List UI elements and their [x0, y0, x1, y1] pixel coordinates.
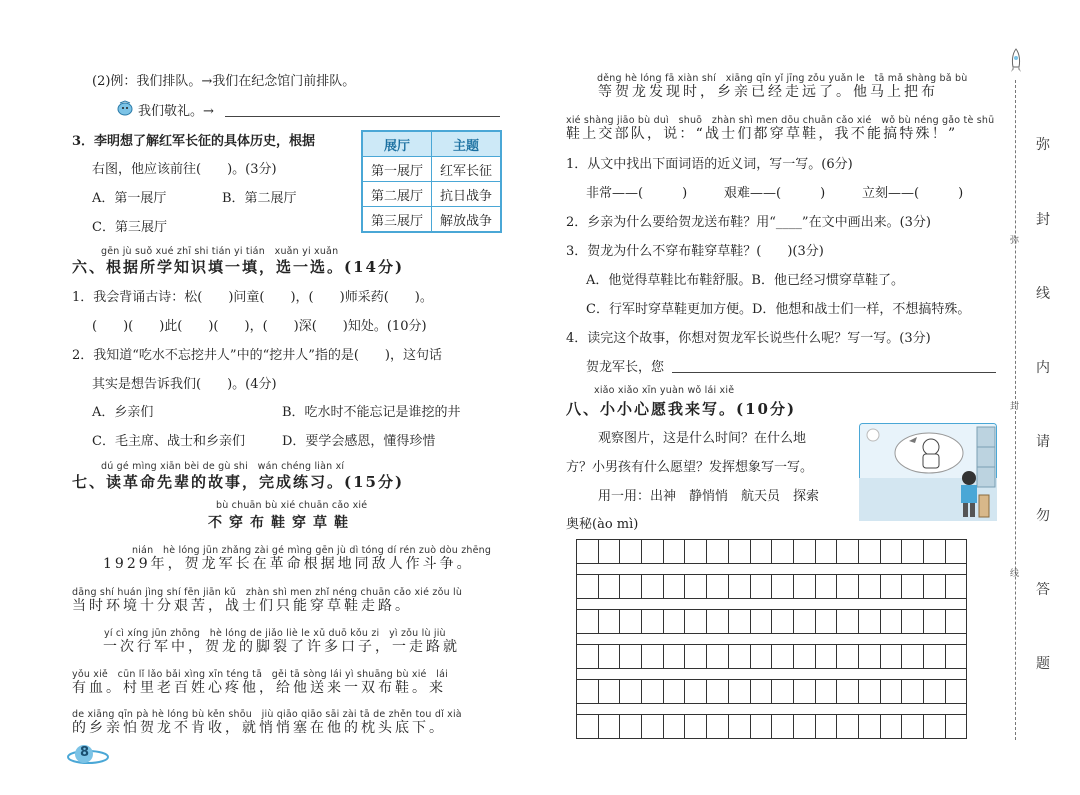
- margin-small-char: 弥: [1010, 236, 1020, 246]
- story-pinyin-line: nián hè lóng jūn zhǎng zài gé mìng gēn jù dì tóng dí rén zuò dòu zhēng: [132, 545, 492, 556]
- s8-line4: 奥秘(ào mì): [566, 517, 639, 532]
- story-text-line: 一次行军中，贺龙的脚裂了许多口子，一走路就: [103, 639, 460, 655]
- story-pinyin-line: yí cì xíng jūn zhōng hè lóng de jiǎo liè le xǔ duō kǒu zi yì zǒu lù jiù: [104, 628, 446, 639]
- table-cell: 第二展厅: [362, 182, 432, 207]
- s6-q2-line1: 2．我知道“吃水不忘挖井人”中的“挖井人”指的是( )，这句话: [72, 348, 442, 363]
- s6-q1-line2: ( )( )此( )( )，( )深( )知处。(10分): [92, 319, 427, 334]
- section6-heading: 六、根据所学知识填一填，选一选。(14分): [72, 258, 405, 276]
- story-text-line: 当时环境十分艰苦，战士们只能穿草鞋走路。: [72, 598, 412, 614]
- grid-row[interactable]: [577, 540, 966, 564]
- grid-row[interactable]: [577, 574, 966, 599]
- margin-char: 请: [1036, 434, 1050, 450]
- margin-small-char: 线: [1010, 569, 1020, 579]
- rocket-icon: [1010, 48, 1022, 74]
- exhibition-hall-table: [361, 130, 502, 233]
- q2-example: (2)例：我们排队。→我们在纪念馆门前排队。: [92, 74, 356, 89]
- s6-q2-option-a: A．乡亲们: [92, 405, 154, 420]
- margin-char: 勿: [1036, 508, 1050, 524]
- s6-q2-option-d: D．要学会感恩，懂得珍惜: [282, 434, 436, 449]
- r-q3: 3．贺龙为什么不穿布鞋穿草鞋？( )(3分): [566, 244, 824, 259]
- s6-q2-option-c: C．毛主席、战士和乡亲们: [92, 434, 245, 449]
- table-cell: 解放战争: [432, 207, 502, 233]
- margin-small-char: 封: [1010, 402, 1020, 412]
- q2-prompt: 我们敬礼。→: [138, 104, 214, 119]
- story-pinyin-line: yǒu xiě cūn lǐ lǎo bǎi xìng xīn téng tā gěi tā sòng lái yì shuāng bù xié lái: [72, 669, 448, 680]
- table-cell: 第三展厅: [362, 207, 432, 233]
- s8-line2: 方？小男孩有什么愿望？发挥想象写一写。: [566, 460, 814, 475]
- section8-heading: 八、小小心愿我来写。(10分): [566, 400, 797, 418]
- margin-char: 答: [1036, 582, 1050, 598]
- grid-row[interactable]: [577, 679, 966, 704]
- r-q1: 1．从文中找出下面词语的近义词，写一写。(6分): [566, 157, 853, 172]
- r-q1-word: 立刻——( ): [862, 186, 964, 201]
- s8-line1: 观察图片，这是什么时间？在什么地: [598, 431, 807, 446]
- r-q4-answer-line[interactable]: [672, 372, 996, 373]
- table-header: 展厅: [362, 131, 432, 157]
- q3-line1: 3．李明想了解红军长征的具体历史，根据: [72, 134, 316, 149]
- s6-q1-line1: 1．我会背诵古诗：松( )问童( )，( )师采药( )。: [72, 290, 433, 305]
- story-title-pinyin: bù chuān bù xié chuān cǎo xié: [216, 500, 368, 511]
- section8-pinyin: xiǎo xiǎo xīn yuàn wǒ lái xiě: [594, 385, 735, 396]
- r-q1-word: 艰难——( ): [724, 186, 826, 201]
- boy-dreaming-illustration: [859, 423, 997, 521]
- r-q4: 4．读完这个故事，你想对贺龙军长说些什么呢？写一写。(3分): [566, 331, 931, 346]
- s6-q2-line2: 其实是想告诉我们( )。(4分): [92, 377, 277, 392]
- grid-row[interactable]: [577, 644, 966, 669]
- margin-char: 封: [1036, 212, 1050, 228]
- margin-char: 弥: [1036, 137, 1050, 153]
- q3-option-b: B．第二展厅: [222, 191, 297, 206]
- q3-line2: 右图，他应该前往( )。(3分): [92, 162, 277, 177]
- q3-option-a: A．第一展厅: [92, 191, 167, 206]
- margin-char: 线: [1036, 286, 1050, 302]
- story-text-line: 鞋上交部队，说：“战士们都穿草鞋，我不能搞特殊！”: [566, 126, 958, 142]
- story-text-line: 等贺龙发现时，乡亲已经走远了。他马上把布: [598, 84, 938, 100]
- table-cell: 红军长征: [432, 157, 502, 182]
- story-text-line: 的乡亲怕贺龙不肯收，就悄悄塞在他的枕头底下。: [72, 720, 446, 736]
- table-cell: 第一展厅: [362, 157, 432, 182]
- story-pinyin-line: dāng shí huán jìng shí fēn jiān kǔ zhàn shì men zhǐ néng chuān cǎo xié zǒu lù: [72, 587, 463, 598]
- table-header: 主题: [432, 131, 502, 157]
- margin-char: 内: [1036, 360, 1050, 376]
- q2-answer-line[interactable]: [225, 116, 500, 117]
- story-title: 不穿布鞋穿草鞋: [208, 515, 355, 531]
- story-pinyin-line: de xiāng qīn pà hè lóng bù kěn shōu jiù qiāo qiāo sāi zài tā de zhěn tou dǐ xià: [72, 709, 462, 720]
- section7-pinyin: dú gé mìng xiān bèi de gù shi wán chéng liàn xí: [101, 461, 345, 472]
- r-q3-options-cd: C．行军时穿草鞋更加方便。D．他想和战士们一样，不想搞特殊。: [586, 302, 971, 317]
- story-text-line: 1929年，贺龙军长在革命根据地同敌人作斗争。: [103, 556, 474, 572]
- grid-row[interactable]: [577, 714, 966, 738]
- story-pinyin-line: xié shàng jiāo bù duì shuō zhàn shì men dōu chuān cǎo xié wǒ bù néng gǎo tè shū: [566, 115, 995, 126]
- r-q4-prompt: 贺龙军长，您: [586, 360, 665, 375]
- q3-option-c: C．第三展厅: [92, 220, 167, 235]
- r-q1-word: 非常——( ): [586, 186, 688, 201]
- r-q2: 2．乡亲为什么要给贺龙送布鞋？用“____”在文中画出来。(3分): [566, 215, 931, 230]
- writing-grid[interactable]: [576, 539, 967, 739]
- s8-line3: 用一用：出神 静悄悄 航天员 探索: [598, 489, 820, 504]
- section7-heading: 七、读革命先辈的故事，完成练习。(15分): [72, 473, 405, 491]
- pencil-mascot-icon: [116, 100, 134, 116]
- grid-row[interactable]: [577, 609, 966, 634]
- story-text-line: 有血。村里老百姓心疼他，给他送来一双布鞋。来: [72, 680, 446, 696]
- page-number-badge: [66, 744, 110, 766]
- page-number: 8: [80, 745, 90, 760]
- section6-pinyin: gēn jù suǒ xué zhī shi tián yi tián xuǎn yi xuǎn: [101, 246, 339, 257]
- r-q3-options-ab: A．他觉得草鞋比布鞋舒服。B．他已经习惯穿草鞋了。: [586, 273, 904, 288]
- story-pinyin-line: děng hè lóng fā xiàn shí xiāng qīn yǐ jīng zǒu yuǎn le tā mǎ shàng bǎ bù: [597, 73, 968, 84]
- s6-q2-option-b: B．吃水时不能忘记是谁挖的井: [282, 405, 461, 420]
- table-cell: 抗日战争: [432, 182, 502, 207]
- margin-char: 题: [1036, 656, 1050, 672]
